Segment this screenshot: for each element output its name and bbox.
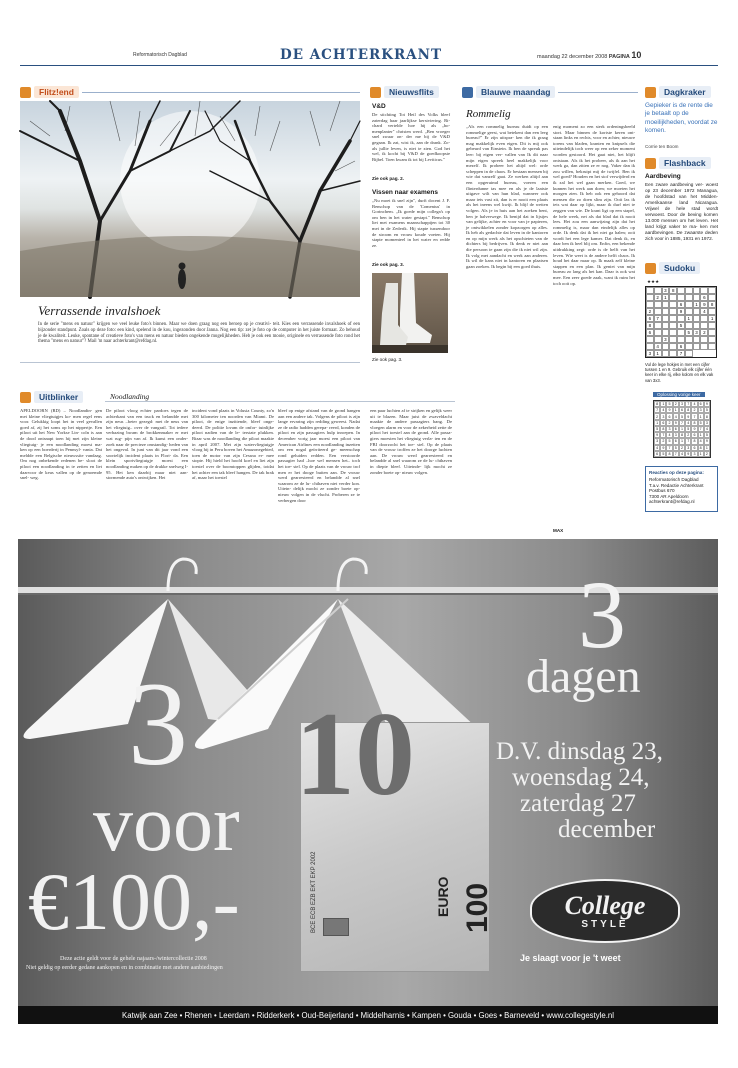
sudoku-solution-grid xyxy=(653,400,711,458)
sudoku-solution-cell: 7 xyxy=(698,426,704,432)
sudoku-solution-cell: 6 xyxy=(698,401,704,407)
reacties-box xyxy=(645,466,718,512)
nieuwsflits-label: Nieuwsflits xyxy=(384,86,439,98)
boots-image xyxy=(372,273,448,353)
sudoku-cell: 6 xyxy=(677,301,685,308)
sudoku-cell: 4 xyxy=(700,308,708,315)
flitsend-bottom-rule xyxy=(20,362,360,363)
ad-date-line: woensdag 24, xyxy=(512,764,650,791)
sudoku-label: Sudoku xyxy=(659,262,700,274)
sudoku-solution-cell: 5 xyxy=(660,451,666,457)
sudoku-cell: 1 xyxy=(693,301,701,308)
sudoku-cell xyxy=(708,322,716,329)
blauwe-maandag-col2: enig moment zo een sterk ordeningsbeeld stort. Maar binnen de kortste keren ont- staan links en rechts, voor en achter, nieuwe torens van bladen, kranten en knipsels die uiteindelijk toch weer op een zeker moment worden gestoord. Het gaat niet, het blijft ontstaan. Als ik het probeer, als ik aan het werk ga, dan zitten ze er nog. Vaker dan ik zou willen, bekruipt mij de twijfel. Ben ik wel goed? Houden en het stof verwijderd en ik zal het wel gaan merken. Goed, we kunnen het werk aan doen; we moeten het morgen zien. Ik heb ook een gehoord dat mensen die zo doen slim zijn. Ooit las ik iets wat daar op lijkt, maar ik durf niet te zeggen van wie. De krant ligt op een stapel, de hele week, net als dat blad dat ik nooit lees. Het zou een aanwijzing zijn dat het rommelig is, maar dan eindelijk alles op orde. Ik denk dat ik het niet ga halen; ooit wordt het een lege kamer. Dat denk ik, en daar ben ik heel blij om. Enfin, een bekende uitdrukking zegt: orde is de helft van het leven. Wie weet is de andere helft chaos. Ik houd het daar maar op. Ik maak zelf kleine stappen en een plan. Ik geniet van mijn bureau zo lang als het kan. Daar is ook wat mee. Een zeer goede zaak, want ik ruim het toch ooit op. xyxy=(553,124,635,286)
sudoku-solution-cell: 6 xyxy=(679,407,685,413)
sudoku-cell xyxy=(646,287,654,294)
sudoku-cell xyxy=(669,308,677,315)
sudoku-solution-cell: 6 xyxy=(654,451,660,457)
quote-icon xyxy=(645,87,656,98)
nieuwsflits-item2-ref: Zie ook pag. 3. xyxy=(372,262,404,267)
banknote-ten: 10 xyxy=(295,687,415,820)
reacties-line: Reformatorisch Dagblad xyxy=(649,477,699,482)
sudoku-solution-cell: 2 xyxy=(704,451,710,457)
flashback-title: Aardbeving xyxy=(645,173,681,180)
sudoku-cell xyxy=(677,336,685,343)
sudoku-cell xyxy=(677,329,685,336)
sudoku-solution-cell: 8 xyxy=(704,413,710,419)
dagkraker-header xyxy=(645,86,718,98)
sudoku-cell xyxy=(662,329,670,336)
sudoku-cell: 1 xyxy=(708,315,716,322)
sudoku-cell: 8 xyxy=(646,322,654,329)
sudoku-solution-cell: 6 xyxy=(673,426,679,432)
sudoku-cell xyxy=(693,343,701,350)
sudoku-solution-cell: 2 xyxy=(660,438,666,444)
sudoku-solution-cell: 6 xyxy=(691,445,697,451)
nieuwsflits-item2-text: „Nu moet ik snel zijn", durft docent J. F. Benschop van de 'Comenius' in Gorinchem. „Ik goede mijn collega's op om ben in het water gestapt." Benschop liet met examens maanschappijen tot 30 mei in de Zederik. Hij stapte tussendoor de stroom en vrouw koude voeten. Hij stapte momenteel in het water en redde ze. xyxy=(372,198,450,248)
sudoku-cell xyxy=(646,336,654,343)
sudoku-cell: 3 xyxy=(693,329,701,336)
ad-slogan: Je slaagt voor je 't weet xyxy=(520,953,621,963)
sudoku-solution-cell: 7 xyxy=(691,413,697,419)
sudoku-solution-cell: 4 xyxy=(685,420,691,426)
sudoku-cell: 1 xyxy=(654,350,662,357)
sudoku-solution-cell: 7 xyxy=(685,401,691,407)
sudoku-solution-cell: 8 xyxy=(666,451,672,457)
sudoku-solution-cell: 4 xyxy=(698,438,704,444)
flashback-header xyxy=(645,157,718,169)
sudoku-solution-cell: 3 xyxy=(698,407,704,413)
flitsend-rule xyxy=(82,92,360,93)
sudoku-cell xyxy=(677,315,685,322)
banknote-code: BCE ECB EZB EKT EKP 2002 xyxy=(311,851,317,933)
sudoku-cell xyxy=(685,350,693,357)
blauwe-maandag-signature: MAX xyxy=(553,528,564,533)
ad-bottom-bar: Katwijk aan Zee • Rhenen • Leerdam • Ridderkerk • Oud-Beijerland • Middelharnis • Kampen • Gouda • Goes • Barneveld • www.collegestyle.nl xyxy=(18,1006,718,1024)
sudoku-cell xyxy=(693,315,701,322)
reacties-title: Reacties op deze pagina: xyxy=(649,470,704,475)
sudoku-cell xyxy=(708,308,716,315)
sudoku-cell xyxy=(708,294,716,301)
sudoku-difficulty: ★★★ xyxy=(647,279,660,284)
nieuwsflits-item1-ref: Zie ook pag. 2. xyxy=(372,176,404,181)
sudoku-cell xyxy=(708,336,716,343)
sudoku-cell xyxy=(693,336,701,343)
sudoku-cell xyxy=(700,315,708,322)
uitblinker-label: Uitblinker xyxy=(34,391,83,403)
sudoku-solution-cell: 6 xyxy=(673,438,679,444)
sudoku-solution-cell: 5 xyxy=(666,438,672,444)
sudoku-solution-cell: 8 xyxy=(698,445,704,451)
sudoku-solution-cell: 5 xyxy=(698,420,704,426)
sudoku-solution-cell: 5 xyxy=(673,445,679,451)
sudoku-solution-cell: 3 xyxy=(685,445,691,451)
sudoku-solution-cell: 7 xyxy=(660,432,666,438)
reacties-line: 7300 AR Apeldoorn xyxy=(649,493,689,499)
logo-brand-top: College xyxy=(564,890,646,920)
sudoku-solution-cell: 3 xyxy=(673,432,679,438)
sudoku-solution-cell: 2 xyxy=(679,445,685,451)
sudoku-solution-cell: 9 xyxy=(691,426,697,432)
clock-icon xyxy=(645,158,656,169)
sudoku-solution-cell: 1 xyxy=(654,420,660,426)
sudoku-cell xyxy=(685,308,693,315)
sudoku-cell xyxy=(654,336,662,343)
sudoku-solution-cell: 7 xyxy=(654,407,660,413)
sudoku-cell xyxy=(646,301,654,308)
sudoku-instructions: Vul de lege hokjes in met een cijfer tussen 1 en 9. Gebruik elk cijfer één keer in elke rij, elke kolom en elk vak van 3x3. xyxy=(645,362,714,383)
sudoku-cell xyxy=(669,350,677,357)
sudoku-cell xyxy=(662,308,670,315)
sudoku-cell xyxy=(662,343,670,350)
uitblinker-col5: een paar luchten af te strijken en gelijk weer uit te blazen. Maar juist de zwaveldacht maakte de andere passagiers bang. De vloegen alarm en voor de zekerheid zette de piloot het toestel aan de grond. Alle passa- giers moesten het vliegtuig verla- ten en de FBI doorzocht het toe- stel. Op de plaats van de vrouw troffen ze het doorge luchten aan. De vrouw werd gearresteerd en belandde al snel waarom ze de lu- chthaven in diepte bleef. Uiteinde- lijk mocht ze zonder boete op- nieuw volgen. xyxy=(370,408,452,475)
banknote-currency: EURO xyxy=(435,876,451,917)
sudoku-solution-cell: 5 xyxy=(685,426,691,432)
sudoku-solution-cell: 3 xyxy=(666,426,672,432)
sudoku-cell xyxy=(685,336,693,343)
sudoku-cell xyxy=(646,343,654,350)
sudoku-cell: 5 xyxy=(685,329,693,336)
sudoku-cell xyxy=(700,336,708,343)
nieuwsflits-item1-text: De stichting Tot Heil des Volks bleef zaterdag haar jaarlijkse kerstviering. Ri- chard vertelde hoe hij als „bo- menplanter" christen werd. „Ben vroeger snel zwaar on- der me bij de V&D gegaan. Ik zat, wist ik, aan de drank. Zo- als jullie leven, is niet te zien. God het wel, ik kocht bij V&D de goedkoopste Bijbel. Toen kwam ik tot bij Leviticus." xyxy=(372,112,450,162)
blauwe-maandag-header xyxy=(462,86,638,98)
page-number: 10 xyxy=(631,50,642,60)
dagkraker-quote: Gepieker is de rente die je betaalt op de moeilijkheden, voordat ze komen. xyxy=(645,102,718,135)
sudoku-cell xyxy=(685,287,693,294)
sudoku-puzzle-grid xyxy=(645,286,717,358)
sudoku-cell: 1 xyxy=(662,294,670,301)
sudoku-cell xyxy=(646,294,654,301)
sudoku-solution-cell: 3 xyxy=(679,401,685,407)
sudoku-solution-cell: 2 xyxy=(666,420,672,426)
tree-silhouette-image xyxy=(20,101,360,297)
sudoku-solution-cell: 3 xyxy=(691,451,697,457)
reacties-line: T.a.v. Redactie Achterkrant xyxy=(649,482,704,488)
ad-date-line: D.V. dinsdag 23, xyxy=(496,738,663,765)
sudoku-cell xyxy=(685,294,693,301)
sudoku-cell xyxy=(693,308,701,315)
star-icon xyxy=(20,392,31,403)
ad-big-number: 3 xyxy=(128,657,188,790)
sudoku-solution-cell: 9 xyxy=(666,407,672,413)
sudoku-solution-cell: 1 xyxy=(679,426,685,432)
sudoku-solution-cell: 4 xyxy=(673,413,679,419)
sudoku-cell: 3 xyxy=(662,287,670,294)
dagkraker-author: Corrie ten Boom xyxy=(645,144,679,149)
ad-date-line: december xyxy=(558,816,656,843)
logo-brand-bottom: STYLE xyxy=(581,918,629,930)
blauwe-maandag-title: Rommelig xyxy=(466,108,511,120)
sudoku-solution-cell: 8 xyxy=(679,432,685,438)
sudoku-cell xyxy=(654,301,662,308)
flitsend-label: Flitz!end xyxy=(34,86,79,98)
euro-banknote xyxy=(295,687,494,972)
sudoku-solution-cell: 5 xyxy=(704,432,710,438)
sudoku-solution-cell: 9 xyxy=(660,445,666,451)
sudoku-cell: 2 xyxy=(700,329,708,336)
blauwe-maandag-col1: „Als een rommelig bureau duidt op een rommelige geest, wat betekent dan een leeg bureau?" Er zijn uitspra- ken die ik graag mag makkelijk even eigen. Dit is mij ook gebeurd van Einstein. Ik ben de spreuk pas leer: bij eigen ver- vallen van Ik dit naar mijn eigen spreek heel makkelijk voor mezelf. Ik probeer het altijd wel: orde scheppen in de chaos. Er bestaan mensen bij wie dat vanzelf gaat. Ze werken altijd aan een opgeruimd bureau, voeren een flinterdunne tas mee en als je de laatste uitgave wilt van hun blad, wanneer ook maar iets vast zit, dan is er nooit een plaats als het ineens wel kwijt. Ik blijf de wetten volgen. Als je in huis aan het zoeken bent, ben je halverwege. Ik benijd dat in lijstjes van gelijke, achter en voor van je papieren, je ontwikkelen zonder kopzorgen op alles. Ik heb als gedachte dat leven in de kantoren en op mijn werk als het opschieten van de dichters bij bedrijven. Ik denk er niet aan die persoon te gaan zijn die ik niet wil zijn. Ik volg met aandacht en werk aan anderen. Ik wil de kans niet in kantoren en plaatsen gaan zoeken. Ik begin bij een goed thuis. xyxy=(466,124,548,269)
sudoku-solution-cell: 7 xyxy=(679,420,685,426)
sudoku-solution-cell: 9 xyxy=(673,420,679,426)
sudoku-cell xyxy=(669,329,677,336)
sudoku-header xyxy=(645,262,718,274)
sudoku-cell xyxy=(677,294,685,301)
sudoku-solution-cell: 5 xyxy=(666,401,672,407)
sudoku-solution-cell: 7 xyxy=(685,438,691,444)
flitsend-photo-text: In de serie "mens en natuur" krijgen we veel leuke foto's binnen. Maar we doen graag nog een beroep op je creativi- teit. Kies een verrassende invalshoek of een bijzonder standpunt. Zoals op deze foto: een kind, spelend in de kou, ingezonden door Janna. Nog een tip: zet je foto op de computer in het juiste formaat. Zo behoud je de kwaliteit. Leuke, spontane of creatieve foto's van mens en natuur bieden ongekende mogelijkheden. Heb je ook een mooie, originele en verrassende foto rond het thema "mens en natuur"? Mail 'm naar achterkrant@refdag.nl. xyxy=(38,322,360,345)
sudoku-solution-cell: 1 xyxy=(704,445,710,451)
sudoku-cell xyxy=(662,350,670,357)
sudoku-cell xyxy=(669,294,677,301)
sudoku-solution-cell: 7 xyxy=(666,445,672,451)
sudoku-cell xyxy=(685,322,693,329)
sudoku-solution-cell: 4 xyxy=(679,451,685,457)
sudoku-solution-cell: 1 xyxy=(698,451,704,457)
sudoku-cell xyxy=(669,315,677,322)
sudoku-solution-cell: 4 xyxy=(691,401,697,407)
ad-footnote-2: Niet geldig op eerder gedane aankopen en in combinatie met andere aanbiedingen xyxy=(26,965,223,971)
sudoku-cell xyxy=(708,329,716,336)
section-title: DE ACHTERKRANT xyxy=(280,47,443,63)
publication-name: Reformatorisch Dagblad xyxy=(133,52,187,58)
sudoku-cell: 1 xyxy=(685,315,693,322)
sudoku-cell xyxy=(693,322,701,329)
sudoku-solution-cell: 4 xyxy=(704,426,710,432)
sudoku-solution-cell: 1 xyxy=(698,413,704,419)
sudoku-cell: 6 xyxy=(700,294,708,301)
sudoku-cell: 8 xyxy=(669,287,677,294)
sudoku-cell xyxy=(677,287,685,294)
sudoku-cell: 6 xyxy=(677,343,685,350)
nieuwsflits-header xyxy=(370,86,452,98)
sudoku-cell: 2 xyxy=(646,308,654,315)
sudoku-cell: 6 xyxy=(646,329,654,336)
uitblinker-col1: APELDOORN (RD) – Noodlandin- gen met kleine vliegtuigjes ko- men regel eens voor. Gelukkig loopt het in veel gevallen goed af, zij het soms op het nippertje. Een piloot uit het New Yorkse Lin- coln is aan de dood ontsnapt toen hij met zijn kleine vliegtuig- je een noodlanding moest ma- ken op een boerderij in Pennsyl- vania. Dat meldde een Belgische nieuwssite vandaag. Om nog onbekende redenen be- sloot de piloot een noodlanding in te zetten en liet daarvoor de keus vallen op de genoemde snel- weg. xyxy=(20,408,102,481)
sudoku-solution-cell: 1 xyxy=(679,438,685,444)
nieuwsflits-item1-title: V&D xyxy=(372,103,386,110)
sudoku-cell xyxy=(669,301,677,308)
sudoku-cell xyxy=(693,287,701,294)
blauwe-maandag-label: Blauwe maandag xyxy=(476,86,555,98)
college-style-logo xyxy=(530,879,680,943)
sudoku-cell xyxy=(685,301,693,308)
uitblinker-col2: De piloot vloog echter pardoes tegen de achterkant van een truck en belandde met zijn neus –beter gezegd: met de neus van het vliegtuig– over de vangrail. Tot iedere verbazing bwam de brokkenmaker er met wat rug- pijn van af. Ik kunst een onder- zoek naar de precieze omstandig- heden van het ongeval. In juni van dit jaar vond een soortelijk incident plaats in Flori- da. Een klein sportvliegtuigje moest een noodlanding maken op de drukke snelweg I-95. Het ken daarbij maar niet aan- stormende auto's ontwijken. Het xyxy=(106,408,188,481)
sudoku-solution-cell: 2 xyxy=(654,413,660,419)
nieuwsflits-item2-title: Vissen naar examens xyxy=(372,189,439,196)
sudoku-solution-cell: 4 xyxy=(666,432,672,438)
uitblinker-rule xyxy=(105,401,455,402)
sudoku-cell xyxy=(669,322,677,329)
sudoku-cell xyxy=(654,308,662,315)
flitsend-photo xyxy=(20,101,360,297)
column-icon xyxy=(462,87,473,98)
sudoku-solution-cell: 9 xyxy=(654,432,660,438)
sudoku-cell xyxy=(708,287,716,294)
sudoku-cell xyxy=(700,287,708,294)
sudoku-cell: 4 xyxy=(654,343,662,350)
sudoku-solution-cell: 7 xyxy=(673,451,679,457)
sudoku-cell xyxy=(654,322,662,329)
sudoku-cell xyxy=(662,322,670,329)
nieuwsflits-photo-ref: Zie ook pag. 3. xyxy=(372,357,403,362)
sudoku-solution-label: Oplossing vorige keer xyxy=(653,392,705,397)
page-date xyxy=(537,50,641,60)
sudoku-cell: 3 xyxy=(646,350,654,357)
sudoku-solution-cell: 8 xyxy=(660,426,666,432)
sudoku-solution-cell: 8 xyxy=(685,407,691,413)
ad-voor: voor xyxy=(93,780,240,868)
flitsend-header xyxy=(20,86,360,98)
camera-icon xyxy=(20,87,31,98)
sudoku-solution-cell: 9 xyxy=(685,413,691,419)
sudoku-cell: 9 xyxy=(677,308,685,315)
sudoku-cell: 7 xyxy=(654,315,662,322)
ad-price: €100,- xyxy=(28,856,240,947)
sudoku-solution-cell: 3 xyxy=(704,420,710,426)
sudoku-cell: 9 xyxy=(700,301,708,308)
sudoku-cell xyxy=(693,294,701,301)
header-rule xyxy=(20,65,718,66)
sudoku-solution-cell: 3 xyxy=(660,413,666,419)
sudoku-solution-cell: 5 xyxy=(679,413,685,419)
uitblinker-col3: incident vond plaats in Volusia County, zo'n 300 kilometer ten noorden van Miami. De piloot, de enige inzittende, bleef onge- deerd. De politie lovam de onfor- tuinlijke piloot nadien van de le- terstate plukken. Bizar was de noodlanding die piloot maakte in april 2007. Met zijn watervliegtuigje vloog hij in Peru boven het Amazonegebied, toen de motor van zijn Cessna er- mee stopte. Hij hield het hoofd koel en liet zijn toestel over de boomtoppen glijden, totdat het achter een tak bleef hangen. De tak brak af, maar het toestel xyxy=(192,408,274,481)
reacties-line: Postbus 670 xyxy=(649,488,675,494)
flashback-label: Flashback xyxy=(659,157,711,169)
sudoku-solution-cell: 1 xyxy=(698,432,704,438)
reacties-email[interactable]: achterkrant@refdag.nl xyxy=(649,499,695,505)
uitblinker-subtitle: Noodlanding xyxy=(110,392,150,401)
sudoku-solution-cell: 6 xyxy=(660,420,666,426)
sudoku-cell: 6 xyxy=(646,315,654,322)
sudoku-cell xyxy=(669,343,677,350)
grid-icon xyxy=(645,263,656,274)
sudoku-cell xyxy=(654,329,662,336)
sudoku-cell: 5 xyxy=(677,322,685,329)
flash-icon xyxy=(370,87,381,98)
ad-days-number: 3 xyxy=(578,561,626,668)
sudoku-solution-cell: 2 xyxy=(673,401,679,407)
eu-stars-icon xyxy=(323,918,349,936)
date-text: maandag 22 december 2008 xyxy=(537,54,608,60)
sudoku-cell xyxy=(662,301,670,308)
sudoku-solution-cell: 1 xyxy=(660,401,666,407)
sudoku-solution-cell: 8 xyxy=(691,438,697,444)
sudoku-solution-cell: 9 xyxy=(704,401,710,407)
sudoku-cell xyxy=(708,343,716,350)
uitblinker-header xyxy=(20,391,100,403)
sudoku-cell xyxy=(654,287,662,294)
sudoku-solution-cell: 3 xyxy=(654,438,660,444)
sudoku-cell xyxy=(669,336,677,343)
sudoku-solution-cell: 4 xyxy=(654,445,660,451)
ad-date-line: zaterdag 27 xyxy=(520,790,636,817)
sudoku-solution-cell: 9 xyxy=(685,451,691,457)
sudoku-cell xyxy=(700,343,708,350)
sudoku-solution-cell: 5 xyxy=(654,426,660,432)
banknote-value: 100 xyxy=(461,882,494,933)
sudoku-cell xyxy=(662,315,670,322)
sudoku-cell: 2 xyxy=(654,294,662,301)
sudoku-solution-cell: 6 xyxy=(691,432,697,438)
ad-footnote-1: Deze actie geldt voor de gehele najaars-/wintercollectie 2008 xyxy=(60,956,207,962)
college-style-ad xyxy=(18,539,718,1024)
sudoku-solution-cell: 4 xyxy=(660,407,666,413)
flashback-text: Een zware aardbeving ver- woest op 23 december 1972 Managua, de hoofdstad van het Midden-Amerikaanse land Nicaragua. Vrijwel de hele stad wordt verwoest. Door de beving komen 13.000 mensen om het leven. Het land krijgt vaker te ma- ken met aardbevingen. De zwaarste deden zich voor in 1885, 1931 en 1972. xyxy=(645,182,718,241)
sudoku-cell xyxy=(685,343,693,350)
sudoku-cell: 7 xyxy=(677,350,685,357)
sudoku-solution-cell: 2 xyxy=(685,432,691,438)
uitblinker-col4: bleef op enige afstand van de grond hangen aan een andere tak. Volgens de piloot is zijn lange ervaring zijn redding geweest. Nadat ze de radio hadden gerepa- reerd, konden de piloot en zijn passagiers hulp inroepen. In december vorig jaar moest een piloot van American Airlines een noodlanding inzetten om een nogal geïrriteerd ge- meenschap rond geluiden redden. Een verstoorde passagier had –hoe wel mensen het– toch het toe- stel. Op de plaats van de vrouw trof men er het dooge buiten aan. De vrouw werd gearresteerd en belandde al snel waarom ze de lu- chthaven niet verder kon. Uitein- delijk mocht ze zonder boete op- nieuw volgen in de vlucht. Proberen ze te verbergen door xyxy=(278,408,360,503)
sudoku-cell: 8 xyxy=(708,301,716,308)
sudoku-solution-cell: 9 xyxy=(704,438,710,444)
boots-photo xyxy=(372,273,448,353)
sudoku-solution-cell: 5 xyxy=(704,407,710,413)
sudoku-solution-cell: 8 xyxy=(654,401,660,407)
sudoku-cell: 3 xyxy=(662,336,670,343)
dagkraker-label: Dagkraker xyxy=(659,86,711,98)
sudoku-solution-cell: 2 xyxy=(691,407,697,413)
sudoku-solution-cell: 8 xyxy=(691,420,697,426)
sudoku-solution-cell: 1 xyxy=(673,407,679,413)
ad-days-word: dagen xyxy=(526,650,641,703)
sudoku-solution-cell: 6 xyxy=(666,413,672,419)
flitsend-photo-title: Verrassende invalshoek xyxy=(38,303,161,318)
sudoku-cell xyxy=(700,322,708,329)
blauwe-maandag-rule xyxy=(558,92,638,93)
page-label: PAGINA xyxy=(608,54,630,60)
